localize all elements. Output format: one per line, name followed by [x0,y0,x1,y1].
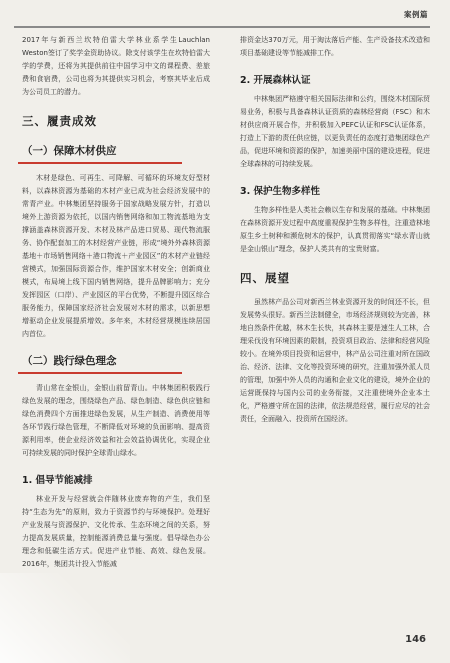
header-rule [14,26,430,28]
item-3-heading: 3. 保护生物多样性 [240,186,321,197]
subsection-2-paragraph: 青山常在金银山，金银山前留青山。中林集团积极践行绿色发展的理念，围绕绿色产品、绿色制造、绿色供应链和绿色消费四个方面推进绿色发展，从生产制造、消费使用等各环节践行绿色管理，不断降低对环境的负面影响、提高资源利用率，使企业经济效益和社会效益协调优化，实现企业可持续发展的同时保护全球青山绿水。 [22,384,210,457]
item-2-paragraph: 中林集团严格遵守相关国际法律和公约，围绕木材国际贸易业务，积极与具备森林认证资质的森林经营商（FSC）和木材供应商开展合作，并积极加入PEFC认证和FSC认证体系，打造上下游的责任供应链，以更负责任的态度打造集团绿色产品，促进环境和资源的保护，加速美丽中国的建设进程，促进全球森林的可持续发展。 [240,95,430,168]
item-1-paragraph: 林业开发与经营就会伴随林业废弃物的产生，我们坚持“生态为先”的原则，致力于资源节约与环境保护。处理好产业发展与资源保护、文化传承、生态环境之间的关系，努力提高发展质量，控制能源消费总量与强度。倡导绿色办公理念和低碳生活方式。促进产业节能、高效、绿色发展。2016年，集团共计投入节能减 [22,495,210,568]
light-glare [0,573,130,663]
section-4-heading: 四、展望 [240,271,290,285]
section-label: 案例篇 [404,10,428,19]
subsection-1-paragraph: 木材是绿色、可再生、可降解、可循环的环境友好型材料，以森林资源为基础的木材产业已成为社会经济发展中的常青产业。中林集团坚持服务于国家战略发展方针，打造以境外上游资源为依托，以国内销售网络和加工物流基地为支撑涵盖森林资源开发、木材及林产品进口贸易、现代物流服务、协作配套加工的木材经营产业链，形成“境外外森林资源基地＋市场销售网络＋港口物流＋产业园区”的木材产业链经营模式，加强国际资源合作，维护国家木材安全；创新商业模式，布局境上线下国内销售网络，提升品牌影响力；充分发挥园区（口岸）、产业园区的平台优势，不断提升园区综合服务能力，保障国家经济社会发展对木材的需求，以新思想增驱动企业发展提质增效。多年来，木材经营规模连续居国内首位。 [22,174,210,338]
item-3-paragraph: 生物多样性是人类社会赖以生存和发展的基础。中林集团在森林资源开发过程中高度重视保护生物多样性，注重造林地原生乡土树种和濒危树木的保护，认真贯彻落实“绿水青山就是金山银山”理念，保护人类共有的宝贵财富。 [240,206,430,253]
subsection-1-heading: （一）保障木材供应 [18,139,182,164]
continued-paragraph: 排资金达370万元，用于淘汰落后产能、生产设备技术改造和项目基础建设等节能减排工作。 [240,36,430,57]
section-4-paragraph: 虽然林产品公司对新西兰林业资源开发的时间还不长，但发展势头很好。新西兰法制健全，市场经济规则较为完善，林地自然条件优越，林木生长快，其森林主要是速生人工林，合理采伐没有环境因素的限制，投资项目政治、法律和经营风险较小。在境外项目投资和运营中，林产品公司注重对所在国政治、经济、法律、文化等投资环境的研究，注重加强外派人员的管理，加强中外人员的沟通和企业文化的建设，境外企业的运营既保持与国内公司的业务衔接，又注重使境外企业本土化，严格遵守所在国的法律，依法规范经营，履行应尽的社会责任，全面融入、投资所在国经济。 [240,298,430,423]
subsection-2-heading: （二）践行绿色理念 [18,349,182,374]
right-column [240,34,430,428]
section-3-heading: 三、履责成效 [22,114,97,128]
left-column [22,34,210,573]
page-number: 146 [405,634,426,645]
intro-paragraph: 2017年与新西兰坎特伯雷大学林业系学生Lauchlan Weston签订了奖学金资助协议。除支付该学生在坎特伯雷大学的学费，还将为其提供前往中国学习中文的课程费、差旅费和食宿费，公司也将为其提供实习机会，考察其毕业后成为公司员工的潜力。 [22,36,210,96]
item-1-heading: 1. 倡导节能减排 [22,475,93,486]
item-2-heading: 2. 开展森林认证 [240,75,311,86]
